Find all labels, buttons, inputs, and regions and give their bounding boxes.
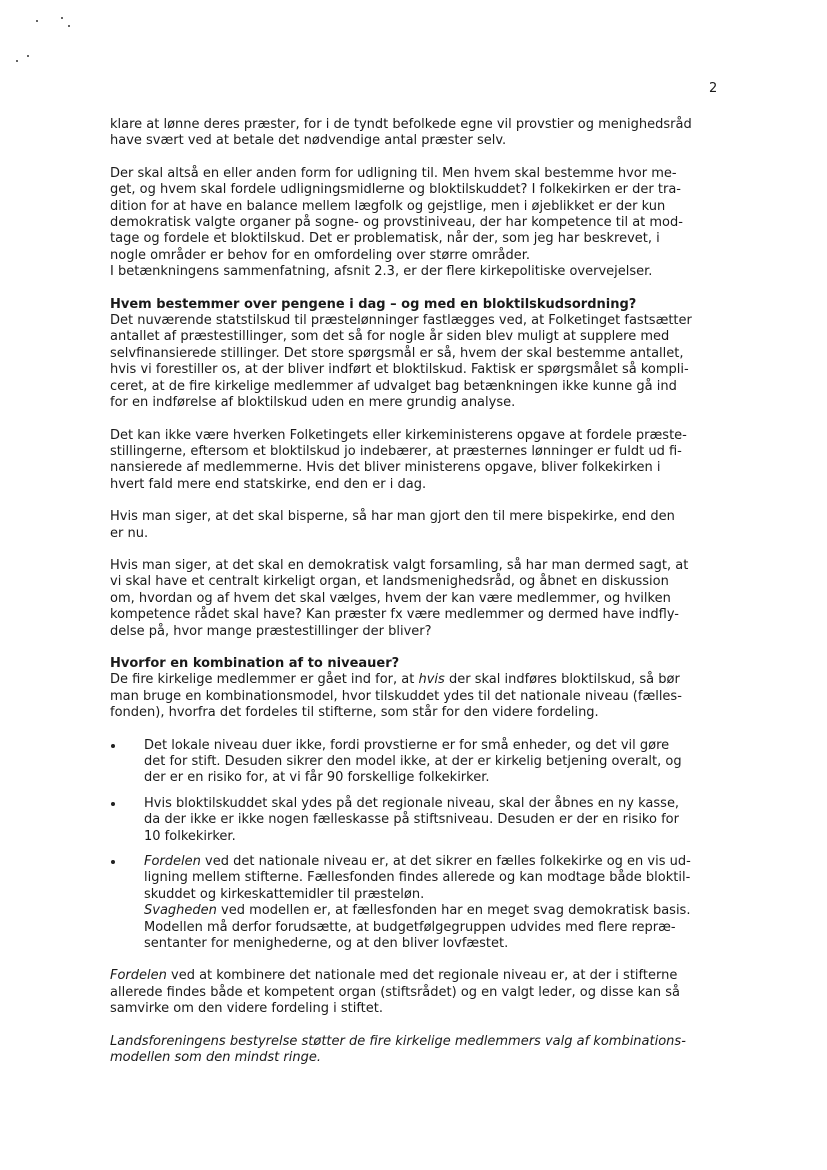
page-number: 2 bbox=[709, 81, 718, 96]
list-item bbox=[110, 738, 730, 787]
emphasis: Svagheden bbox=[144, 903, 217, 919]
text-line: ligning mellem stifterne. Fællesfonden findes allerede og kan modtage både bloktil- bbox=[144, 870, 691, 886]
text-line: da der ikke er ikke nogen fælleskasse på stiftsniveau. Desuden er der en risiko for bbox=[144, 812, 679, 828]
scan-speck bbox=[61, 17, 63, 19]
paragraph-intro bbox=[110, 117, 730, 150]
list-item bbox=[110, 796, 730, 845]
paragraph-udligning bbox=[110, 166, 730, 281]
bullet-icon bbox=[111, 744, 115, 748]
text-line: Modellen må derfor forudsætte, at budgetfølgegruppen udvides med flere repræ- bbox=[144, 919, 676, 935]
text-line: stillingerne, eftersom et bloktilskud jo indebærer, at præsternes lønninger er fuldt ud fi- bbox=[110, 443, 682, 459]
bullet-icon bbox=[111, 802, 115, 806]
scan-speck bbox=[36, 20, 38, 22]
text-segment: der skal indføres bloktilskud, så bør bbox=[444, 672, 680, 688]
text-line: kompetence rådet skal have? Kan præster fx være medlemmer og dermed have indfly- bbox=[110, 607, 679, 623]
text-line: Hvis man siger, at det skal bisperne, så har man gjort den til mere bispekirke, end den bbox=[110, 509, 675, 525]
text-line: antallet af præstestillinger, som det så for nogle år siden blev muligt at supplere med bbox=[110, 329, 670, 345]
text-line: om, hvordan og af hvem det skal vælges, hvem der kan være medlemmer, og hvilken bbox=[110, 590, 671, 606]
text-line: Det nuværende statstilskud til præstelønninger fastlægges ved, at Folketinget fastsætter bbox=[110, 313, 692, 329]
section-heading: Hvorfor en kombination af to niveauer? bbox=[110, 655, 400, 671]
text-line: get, og hvem skal fordele udligningsmidlerne og bloktilskuddet? I folkekirken er der tra- bbox=[110, 182, 681, 198]
text-line: sentanter for menighederne, og at den bliver lovfæstet. bbox=[144, 936, 509, 952]
bullet-list bbox=[110, 738, 730, 953]
text-line: I betænkningens sammenfatning, afsnit 2.3, er der flere kirkepolitiske overvejelser. bbox=[110, 264, 653, 280]
paragraph-folketing bbox=[110, 428, 730, 494]
text-line: nogle områder er behov for en omfordeling over større områder. bbox=[110, 247, 531, 263]
text-segment: ved det nationale niveau er, at det sikrer en fælles folkekirke og en vis ud- bbox=[200, 854, 691, 870]
scan-speck bbox=[16, 60, 18, 62]
paragraph-conclusion bbox=[110, 1034, 730, 1067]
text-line: hvert fald mere end statskirke, end den er i dag. bbox=[110, 476, 427, 492]
text-line: 10 folkekirker. bbox=[144, 828, 236, 844]
text-line: man bruge en kombinationsmodel, hvor tilskuddet ydes til det nationale niveau (fælles- bbox=[110, 688, 682, 704]
text-line: nansierede af medlemmerne. Hvis det bliver ministerens opgave, bliver folkekirken i bbox=[110, 460, 661, 476]
text-line: Hvis man siger, at det skal en demokratisk valgt forsamling, så har man dermed sagt, at bbox=[110, 557, 689, 573]
paragraph-forsamling bbox=[110, 558, 730, 640]
text-line: skuddet og kirkeskattemidler til præsteløn. bbox=[144, 886, 425, 902]
bullet-icon bbox=[111, 860, 115, 864]
text-line: Der skal altså en eller anden form for udligning til. Men hvem skal bestemme hvor me- bbox=[110, 165, 677, 181]
text-line: hvis vi forestiller os, at der bliver indført et bloktilskud. Faktisk er spørgsmålet så kompli- bbox=[110, 362, 689, 378]
text-line: for en indførelse af bloktilskud uden en mere grundig analyse. bbox=[110, 395, 516, 411]
text-line bbox=[110, 968, 730, 984]
text-line: modellen som den mindst ringe. bbox=[110, 1050, 321, 1066]
paragraph-fordelen bbox=[110, 968, 730, 1017]
paragraph-bisperne bbox=[110, 509, 730, 542]
text-line bbox=[144, 854, 730, 870]
scan-speck bbox=[68, 25, 70, 27]
text-line: Hvis bloktilskuddet skal ydes på det regionale niveau, skal der åbnes en ny kasse, bbox=[144, 795, 680, 811]
text-segment: ved modellen er, at fællesfonden har en meget svag demokratisk basis. bbox=[216, 903, 691, 919]
text-line: er nu. bbox=[110, 525, 149, 541]
text-line: fonden), hvorfra det fordeles til stifterne, som står for den videre fordeling. bbox=[110, 705, 599, 721]
text-line: demokratisk valgte organer på sogne- og provstiniveau, der har kompetence til at mod- bbox=[110, 215, 683, 231]
emphasis: Fordelen bbox=[110, 968, 167, 984]
text-line: Det kan ikke være hverken Folketingets eller kirkeministerens opgave at fordele præste- bbox=[110, 427, 687, 443]
text-line: delse på, hvor mange præstestillinger der bliver? bbox=[110, 623, 432, 639]
text-line: tage og fordele et bloktilskud. Det er problematisk, når der, som jeg har beskrevet, i bbox=[110, 231, 660, 247]
section-heading: Hvem bestemmer over pengene i dag – og med en bloktilskudsordning? bbox=[110, 296, 637, 312]
text-line: vi skal have et centralt kirkeligt organ, et landsmenighedsråd, og åbnet en diskussion bbox=[110, 574, 669, 590]
text-segment: De fire kirkelige medlemmer er gået ind for, at bbox=[110, 672, 419, 688]
text-line bbox=[144, 903, 730, 919]
paragraph-statstilskud bbox=[110, 313, 730, 411]
emphasis: hvis bbox=[418, 672, 445, 688]
text-line: Det lokale niveau duer ikke, fordi provstierne er for små enheder, og det vil gøre bbox=[144, 737, 670, 753]
text-line bbox=[110, 672, 730, 688]
text-segment: ved at kombinere det nationale med det regionale niveau er, at der i stifterne bbox=[166, 968, 678, 984]
text-line: have svært ved at betale det nødvendige antal præster selv. bbox=[110, 133, 507, 149]
paragraph-kombination bbox=[110, 672, 730, 721]
text-line: det for stift. Desuden sikrer den model ikke, at der er kirkelig betjening overalt, og bbox=[144, 754, 682, 769]
document-body bbox=[110, 117, 730, 1067]
text-line: Landsforeningens bestyrelse støtter de fire kirkelige medlemmers valg af kombinations- bbox=[110, 1033, 686, 1049]
text-line: samvirke om den videre fordeling i stiftet. bbox=[110, 1001, 384, 1017]
text-line: allerede findes både et kompetent organ (stiftsrådet) og en valgt leder, og disse kan så bbox=[110, 984, 681, 1000]
scan-speck bbox=[27, 55, 29, 57]
text-line: selvfinansierede stillinger. Det store spørgsmål er så, hvem der skal bestemme antallet, bbox=[110, 345, 684, 361]
text-line: dition for at have en balance mellem lægfolk og gejstlige, men i øjeblikket er der kun bbox=[110, 198, 666, 214]
text-line: der er en risiko for, at vi får 90 forskellige folkekirker. bbox=[144, 770, 490, 786]
text-line: klare at lønne deres præster, for i de tyndt befolkede egne vil provstier og menighedsråd bbox=[110, 117, 692, 132]
text-line: ceret, at de fire kirkelige medlemmer af udvalget bag betænkningen ikke kunne gå ind bbox=[110, 378, 677, 394]
list-item bbox=[110, 854, 730, 952]
emphasis: Fordelen bbox=[144, 854, 201, 870]
